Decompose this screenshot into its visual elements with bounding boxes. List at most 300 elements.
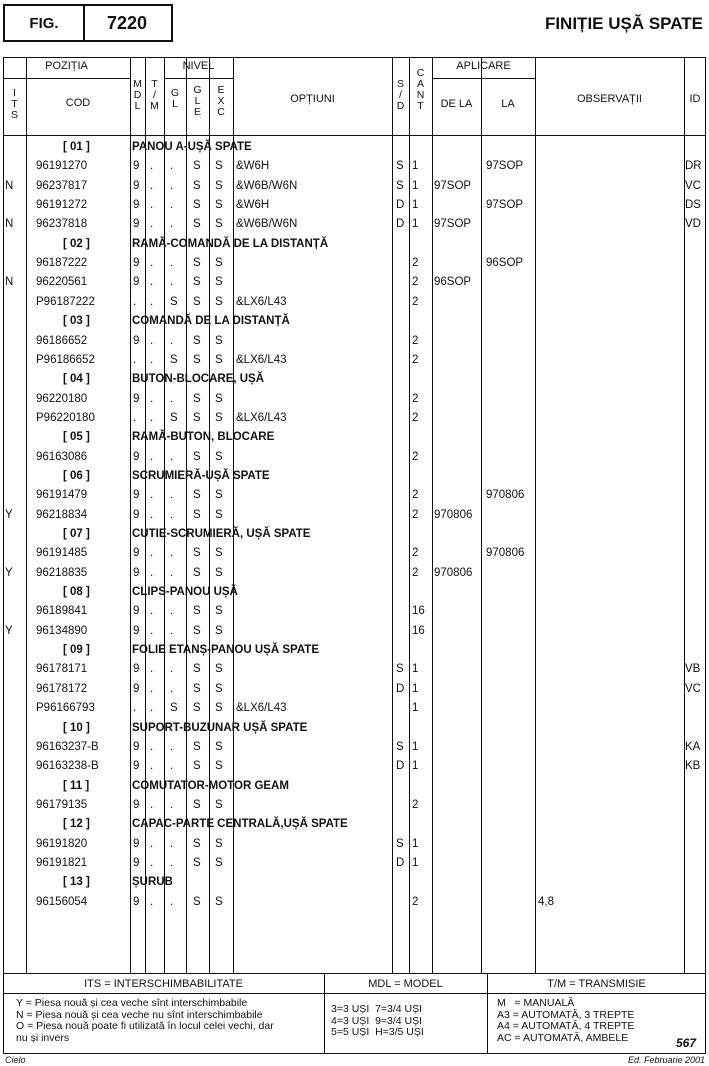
to-cell: 96SOP — [486, 257, 524, 270]
gl-cell: . — [170, 798, 174, 811]
option-cell: &W6H — [236, 199, 270, 212]
group-number: [ 02 ] — [63, 237, 90, 250]
group-number: [ 05 ] — [63, 431, 90, 444]
quantity-cell: 2 — [412, 392, 419, 405]
quantity-cell: 1 — [412, 740, 419, 753]
gl-cell: . — [170, 257, 174, 270]
gle-cell: S — [193, 411, 201, 424]
quantity-cell: 1 — [412, 682, 419, 695]
exc-cell: S — [215, 895, 223, 908]
side-cell: S — [396, 160, 404, 173]
model-cell: 9 — [133, 760, 140, 773]
gle-cell: S — [193, 740, 201, 753]
model-cell: 9 — [133, 218, 140, 231]
part-code: 96186652 — [36, 334, 88, 347]
transmission-cell: . — [150, 760, 154, 773]
col-gl: G L — [170, 87, 180, 110]
gle-cell: S — [193, 334, 201, 347]
gl-cell: . — [170, 605, 174, 618]
id-cell: KA — [685, 740, 701, 753]
col-de-la: DE LA — [440, 98, 473, 110]
model-cell: 9 — [133, 450, 140, 463]
gl-cell: . — [170, 740, 174, 753]
exc-cell: S — [215, 179, 223, 192]
quantity-cell: 1 — [412, 837, 419, 850]
col-tm: T / M — [150, 78, 159, 112]
exc-cell: S — [215, 547, 223, 560]
group-title: COMUTATOR-MOTOR GEAM — [132, 779, 289, 792]
group-number: [ 01 ] — [63, 141, 90, 153]
part-code: P96186652 — [36, 353, 95, 366]
part-code: 96220561 — [36, 276, 88, 289]
transmission-cell: . — [150, 353, 154, 366]
exc-cell: S — [215, 276, 223, 289]
exc-cell: S — [215, 353, 223, 366]
transmission-cell: . — [150, 218, 154, 231]
model-cell: . — [133, 295, 137, 308]
quantity-cell: 2 — [412, 450, 419, 463]
group-number: [ 03 ] — [63, 315, 90, 328]
side-cell: D — [396, 682, 405, 695]
gl-cell: S — [170, 353, 178, 366]
exc-cell: S — [215, 450, 223, 463]
legend-mdl-line: 4=3 UȘI 9=3/4 UȘI — [331, 1014, 423, 1027]
quantity-cell: 1 — [412, 199, 419, 212]
gl-cell: . — [170, 450, 174, 463]
its-flag: N — [5, 276, 14, 289]
its-flag: Y — [5, 624, 13, 637]
transmission-cell: . — [150, 489, 154, 502]
legend-its-line: O = Piesa nouă poate fi utilizată în locul celei vechi, dar — [16, 1020, 274, 1032]
gl-cell: . — [170, 663, 174, 676]
quantity-cell: 2 — [412, 489, 419, 502]
gl-cell: . — [170, 179, 174, 192]
part-code: 96178171 — [36, 663, 88, 676]
gle-cell: S — [193, 663, 201, 676]
grid-line — [26, 57, 27, 973]
observation-cell: 4,8 — [538, 895, 554, 908]
gle-cell: S — [193, 276, 201, 289]
group-title: RAMĂ-COMANDĂ DE LA DISTANȚĂ — [132, 237, 329, 250]
option-cell: &W6B/W6N — [236, 179, 298, 192]
group-number: [ 04 ] — [63, 373, 90, 386]
exc-cell: S — [215, 199, 223, 212]
legend-tm-line: AC = AUTOMATĂ, AMBELE — [497, 1031, 629, 1044]
side-cell: S — [396, 663, 404, 676]
gle-cell: S — [193, 295, 201, 308]
col-its: I T S — [10, 87, 18, 121]
part-code: 96220180 — [36, 392, 88, 405]
gl-cell: . — [170, 489, 174, 502]
transmission-cell: . — [150, 508, 154, 521]
gl-cell: . — [170, 760, 174, 773]
exc-cell: S — [215, 605, 223, 618]
model-cell: 9 — [133, 257, 140, 270]
gl-cell: . — [170, 566, 174, 579]
gl-cell: S — [170, 702, 178, 715]
model-cell: 9 — [133, 566, 140, 579]
transmission-cell: . — [150, 798, 154, 811]
exc-cell: S — [215, 334, 223, 347]
id-cell: VC — [685, 179, 701, 192]
quantity-cell: 2 — [412, 798, 419, 811]
grid-line — [481, 57, 482, 973]
grid-line — [164, 78, 233, 79]
model-cell: 9 — [133, 179, 140, 192]
gl-cell: . — [170, 334, 174, 347]
exc-cell: S — [215, 856, 223, 869]
gl-cell: . — [170, 837, 174, 850]
gl-cell: . — [170, 218, 174, 231]
side-cell: D — [396, 199, 405, 212]
quantity-cell: 2 — [412, 334, 419, 347]
grid-line — [164, 57, 165, 973]
quantity-cell: 1 — [412, 856, 419, 869]
exc-cell: S — [215, 508, 223, 521]
exc-cell: S — [215, 489, 223, 502]
id-cell: VC — [685, 682, 701, 695]
group-title: CAPAC-PARTE CENTRALĂ,UȘĂ SPATE — [132, 818, 348, 831]
model-cell: 9 — [133, 624, 140, 637]
group-number: [ 13 ] — [63, 876, 90, 889]
its-flag: Y — [5, 566, 13, 579]
group-title: SCRUMIERĂ-UȘĂ SPATE — [132, 469, 270, 482]
exc-cell: S — [215, 798, 223, 811]
its-flag: Y — [5, 508, 13, 521]
exc-cell: S — [215, 837, 223, 850]
transmission-cell: . — [150, 624, 154, 637]
transmission-cell: . — [150, 450, 154, 463]
footer-model: Cielo — [5, 1055, 26, 1065]
side-cell: S — [396, 740, 404, 753]
grid-line — [130, 57, 131, 973]
transmission-cell: . — [150, 411, 154, 424]
model-cell: . — [133, 702, 137, 715]
gle-cell: S — [193, 353, 201, 366]
gle-cell: S — [193, 160, 201, 173]
gle-cell: S — [193, 682, 201, 695]
gl-cell: . — [170, 392, 174, 405]
col-cod: COD — [65, 97, 91, 109]
col-gle: G L E — [193, 84, 202, 118]
quantity-cell: 2 — [412, 895, 419, 908]
gl-cell: . — [170, 547, 174, 560]
col-la: LA — [501, 98, 515, 110]
gl-cell: . — [170, 624, 174, 637]
model-cell: 9 — [133, 199, 140, 212]
transmission-cell: . — [150, 257, 154, 270]
model-cell: 9 — [133, 856, 140, 869]
part-code: 96218835 — [36, 566, 88, 579]
part-code: 96191272 — [36, 199, 88, 212]
to-cell: 970806 — [486, 489, 525, 502]
gl-cell: . — [170, 276, 174, 289]
option-cell: &LX6/L43 — [236, 353, 287, 366]
part-code: 96237818 — [36, 218, 88, 231]
gle-cell: S — [193, 760, 201, 773]
legend-tm-line: M = MANUALĂ — [497, 997, 575, 1009]
part-code: 96163086 — [36, 450, 88, 463]
its-flag: N — [5, 179, 14, 192]
exc-cell: S — [215, 624, 223, 637]
group-title: ȘURUB — [132, 876, 173, 889]
col-mdl: M D L — [133, 78, 142, 112]
part-code: 96191821 — [36, 856, 88, 869]
id-cell: DS — [685, 199, 701, 212]
gl-cell: . — [170, 856, 174, 869]
grid-line — [145, 57, 146, 973]
its-flag: N — [5, 218, 14, 231]
gle-cell: S — [193, 179, 201, 192]
grid-line — [209, 57, 210, 973]
footer-edition: Ed. Februarie 2001 — [627, 1055, 705, 1065]
gl-cell: . — [170, 508, 174, 521]
quantity-cell: 1 — [412, 702, 419, 715]
part-code: 96191820 — [36, 837, 88, 850]
exc-cell: S — [215, 760, 223, 773]
model-cell: 9 — [133, 605, 140, 618]
side-cell: S — [396, 837, 404, 850]
model-cell: 9 — [133, 489, 140, 502]
exc-cell: S — [215, 566, 223, 579]
grid-line — [684, 57, 685, 973]
part-code: 96179135 — [36, 798, 88, 811]
group-title: SUPORT-BUZUNAR UȘĂ SPATE — [132, 721, 308, 734]
quantity-cell: 1 — [412, 218, 419, 231]
quantity-cell: 2 — [412, 547, 419, 560]
figure-label: FIG. — [5, 6, 85, 40]
option-cell: &W6B/W6N — [236, 218, 298, 231]
part-code: 96218834 — [36, 508, 88, 521]
part-code: P96166793 — [36, 702, 95, 715]
gl-cell: . — [170, 895, 174, 908]
id-cell: VD — [685, 218, 701, 231]
gl-cell: S — [170, 295, 178, 308]
gle-cell: S — [193, 392, 201, 405]
grid-line — [3, 78, 130, 79]
exc-cell: S — [215, 702, 223, 715]
col-sd: S / D — [396, 78, 405, 112]
exc-cell: S — [215, 392, 223, 405]
from-cell: 96SOP — [434, 276, 472, 289]
quantity-cell: 1 — [412, 160, 419, 173]
exc-cell: S — [215, 295, 223, 308]
part-code: P96220180 — [36, 411, 95, 424]
gle-cell: S — [193, 856, 201, 869]
legend-its-line: Y = Piesa nouă și cea veche sînt interschimbabile — [16, 997, 248, 1009]
quantity-cell: 1 — [412, 663, 419, 676]
quantity-cell: 2 — [412, 508, 419, 521]
gle-cell: S — [193, 257, 201, 270]
transmission-cell: . — [150, 295, 154, 308]
gle-cell: S — [193, 489, 201, 502]
part-code: 96163237-B — [36, 740, 99, 753]
exc-cell: S — [215, 160, 223, 173]
grid-line — [392, 57, 393, 973]
transmission-cell: . — [150, 895, 154, 908]
part-code: P96187222 — [36, 295, 95, 308]
transmission-cell: . — [150, 605, 154, 618]
model-cell: 9 — [133, 276, 140, 289]
gle-cell: S — [193, 547, 201, 560]
model-cell: 9 — [133, 392, 140, 405]
group-number: [ 09 ] — [63, 644, 90, 657]
col-aplicare: APLICARE — [456, 60, 511, 72]
to-cell: 97SOP — [486, 199, 524, 212]
side-cell: D — [396, 218, 405, 231]
part-code: 96163238-B — [36, 760, 99, 773]
quantity-cell: 1 — [412, 760, 419, 773]
gle-cell: S — [193, 702, 201, 715]
col-optiuni: OPȚIUNI — [290, 93, 335, 105]
col-observatii: OBSERVAȚII — [576, 93, 642, 105]
col-cant: C A N T — [416, 67, 425, 112]
model-cell: 9 — [133, 663, 140, 676]
grid-line — [535, 57, 536, 973]
group-title: FOLIE ETANȘ-PANOU UȘĂ SPATE — [132, 644, 319, 657]
quantity-cell: 2 — [412, 257, 419, 270]
exc-cell: S — [215, 682, 223, 695]
grid-line — [186, 57, 187, 973]
model-cell: 9 — [133, 547, 140, 560]
group-number: [ 08 ] — [63, 586, 90, 599]
option-cell: &LX6/L43 — [236, 411, 287, 424]
gle-cell: S — [193, 798, 201, 811]
transmission-cell: . — [150, 740, 154, 753]
model-cell: 9 — [133, 740, 140, 753]
gl-cell: S — [170, 411, 178, 424]
group-number: [ 11 ] — [63, 779, 90, 792]
grid-line — [3, 993, 706, 994]
gle-cell: S — [193, 566, 201, 579]
group-number: [ 06 ] — [63, 469, 90, 482]
legend-mdl-line: 5=5 UȘI H=3/5 UȘI — [331, 1026, 424, 1038]
transmission-cell: . — [150, 547, 154, 560]
legend-its-line: nu și invers — [16, 1031, 70, 1044]
exc-cell: S — [215, 663, 223, 676]
grid-line — [233, 57, 234, 973]
transmission-cell: . — [150, 276, 154, 289]
legend-tm-line: A3 = AUTOMATĂ, 3 TREPTE — [497, 1008, 635, 1021]
col-pozitia: POZIȚIA — [45, 60, 88, 72]
transmission-cell: . — [150, 663, 154, 676]
col-nivel: NIVEL — [182, 60, 215, 72]
quantity-cell: 2 — [412, 276, 419, 289]
option-cell: &LX6/L43 — [236, 702, 287, 715]
legend-divider — [3, 973, 706, 974]
col-id: ID — [689, 93, 701, 105]
model-cell: 9 — [133, 334, 140, 347]
from-cell: 970806 — [434, 566, 473, 579]
transmission-cell: . — [150, 179, 154, 192]
group-number: [ 12 ] — [63, 818, 90, 831]
part-code: 96191485 — [36, 547, 88, 560]
quantity-cell: 1 — [412, 179, 419, 192]
to-cell: 970806 — [486, 547, 525, 560]
group-title: COMANDĂ DE LA DISTANȚĂ — [132, 315, 290, 328]
quantity-cell: 2 — [412, 411, 419, 424]
gle-cell: S — [193, 624, 201, 637]
id-cell: VB — [685, 663, 701, 676]
from-cell: 970806 — [434, 508, 473, 521]
part-code: 96187222 — [36, 257, 88, 270]
to-cell: 97SOP — [486, 160, 524, 173]
side-cell: S — [396, 179, 404, 192]
option-cell: &W6H — [236, 160, 270, 173]
page-number: 567 — [676, 1036, 697, 1050]
group-title: RAMĂ-BUTON, BLOCARE — [132, 431, 275, 444]
page-title: FINIȚIE UȘĂ SPATE — [544, 14, 703, 33]
part-code: 96191479 — [36, 489, 88, 502]
group-title: CLIPS-PANOU UȘĂ — [132, 586, 238, 599]
quantity-cell: 2 — [412, 566, 419, 579]
grid-line — [409, 57, 410, 973]
exc-cell: S — [215, 218, 223, 231]
quantity-cell: 16 — [412, 605, 425, 618]
figure-number: 7220 — [106, 12, 148, 33]
group-title: PANOU A-UȘĂ SPATE — [132, 141, 252, 153]
grid-line — [432, 57, 433, 973]
exc-cell: S — [215, 257, 223, 270]
transmission-cell: . — [150, 682, 154, 695]
gle-cell: S — [193, 837, 201, 850]
part-code: 96178172 — [36, 682, 88, 695]
gle-cell: S — [193, 218, 201, 231]
quantity-cell: 2 — [412, 353, 419, 366]
col-exc: E X C — [217, 84, 225, 118]
model-cell: . — [133, 353, 137, 366]
gl-cell: . — [170, 160, 174, 173]
gl-cell: . — [170, 199, 174, 212]
id-cell: KB — [685, 760, 701, 773]
header-divider — [3, 135, 706, 136]
group-number: [ 10 ] — [63, 721, 90, 734]
transmission-cell: . — [150, 566, 154, 579]
gle-cell: S — [193, 508, 201, 521]
part-code: 96134890 — [36, 624, 88, 637]
gle-cell: S — [193, 450, 201, 463]
quantity-cell: 16 — [412, 624, 425, 637]
group-title: CUTIE-SCRUMIERĂ, UȘĂ SPATE — [132, 528, 311, 540]
figure-box — [3, 4, 173, 42]
from-cell: 97SOP — [434, 179, 472, 192]
legend-its-title: ITS = INTERSCHIMBABILITATE — [84, 978, 243, 990]
model-cell: 9 — [133, 837, 140, 850]
model-cell: 9 — [133, 798, 140, 811]
grid-line — [432, 78, 535, 79]
part-code: 96191270 — [36, 160, 88, 173]
side-cell: D — [396, 760, 405, 773]
legend-mdl-title: MDL = MODEL — [368, 978, 443, 990]
transmission-cell: . — [150, 856, 154, 869]
part-code: 96189841 — [36, 605, 88, 618]
quantity-cell: 2 — [412, 295, 419, 308]
transmission-cell: . — [150, 837, 154, 850]
transmission-cell: . — [150, 334, 154, 347]
model-cell: 9 — [133, 895, 140, 908]
legend-tm-title: T/M = TRANSMISIE — [547, 978, 646, 990]
from-cell: 97SOP — [434, 218, 472, 231]
gle-cell: S — [193, 605, 201, 618]
model-cell: 9 — [133, 160, 140, 173]
transmission-cell: . — [150, 160, 154, 173]
transmission-cell: . — [150, 199, 154, 212]
gle-cell: S — [193, 895, 201, 908]
option-cell: &LX6/L43 — [236, 295, 287, 308]
legend-tm-line: A4 = AUTOMATĂ, 4 TREPTE — [497, 1020, 635, 1032]
group-number: [ 07 ] — [63, 528, 90, 540]
gle-cell: S — [193, 199, 201, 212]
